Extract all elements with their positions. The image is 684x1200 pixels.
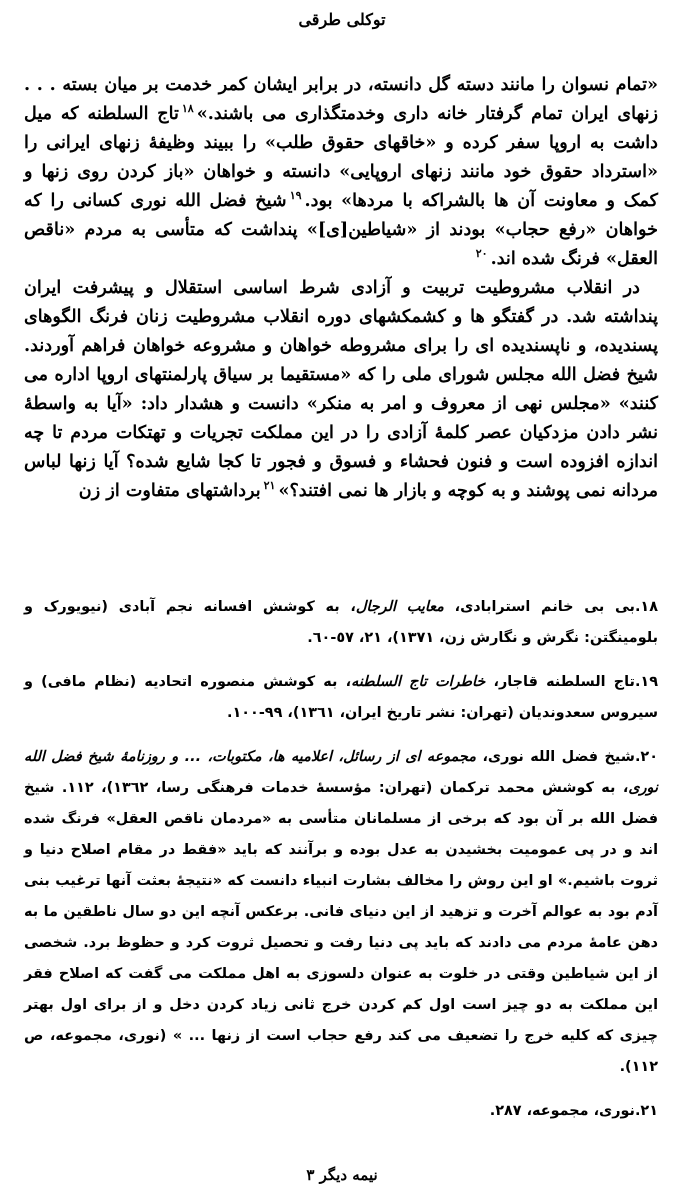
footnote-21 — [24, 1096, 658, 1127]
paragraph-1-part-2: تاج السلطنه که میل داشت به اروپا سفر کرده و «خاقهای حقوق طلب» را ببیند وظیفهٔ زنهای ایرانی را «استرداد حقوق خود مانند زنهای اروپایی» دانسته و خواهان «باز کردن روی زنها و کمک و معاونت آن ها بالشراکه با مردها» بود. — [24, 103, 658, 211]
paragraph-1 — [24, 70, 658, 273]
running-head: توکلی طرقی — [298, 10, 386, 29]
footnote-ref-18: ١٨ — [181, 102, 194, 116]
footnote-title: معایب الرجال — [355, 599, 444, 615]
footnote-19 — [24, 667, 658, 729]
footnote-text: شیخ فضل الله نوری، — [482, 749, 635, 765]
footnote-20 — [24, 742, 658, 1083]
footnote-ref-19: ١٩ — [289, 189, 302, 203]
main-text — [24, 70, 658, 505]
footnote-number: ١٨. — [634, 599, 658, 615]
paragraph-2-part-1: در انقلاب مشروطیت تربیت و آزادی شرط اساسی استقلال و پیشرفت ایران پنداشته شد. در گفتگو ها و کشمکشهای دوره انقلاب مشروطیت زنان فرنگ الگوهای پسندیده، و ناپسندیده ای را برای مشروطه خواهان و مشروعه خواهان فراهم آوردند. شیخ فضل الله مجلس شورای ملی را که «مستقیما بر سیاق پارلمنتهای اروپا اداره می کنند» «مجلس نهی از معروف و امر به منکر» دانست و هشدار داد: «آیا به واسطهٔ نشر دادن مزدکیان عصر کلمهٔ آزادی را در این مملکت تجریات و تهتکات مردم تا چه اندازه افزوده است و فنون فحشاء و فسوق و فجور تا کجا شایع شده؟ آیا زنها لباس مردانه نمی پوشند و به کوچه و بازار ها نمی افتند؟» — [24, 277, 658, 501]
footnote-text: نوری، مجموعه، ٢٨٧. — [489, 1103, 635, 1119]
footnote-ref-20: ٢٠ — [475, 247, 488, 261]
footnote-number: ٢١. — [634, 1103, 658, 1119]
footnote-18 — [24, 592, 658, 654]
footnote-title: مجموعه ای از رسائل، اعلامیه ها، مکتوبات، ... و روزنامهٔ شیخ فضل الله نوری — [24, 749, 658, 796]
footnote-number: ١٩. — [634, 674, 658, 690]
footnote-text: ، به کوشش محمد ترکمان (تهران: مؤسسهٔ خدمات فرهنگی رسا، ١٣٦٢)، ١١٢. شیخ فضل الله بر آن بود که برخی از مسلمانان متأسی به «مردمان ناقص العقل» فرنگ شده اند و در پی عمومیت بخشیدن به عدل بوده و برآنند که باید «فقط در مقام اصلاح دنیا و ثروت باشیم.» او این روش را مخالف بشارت انبیاء دانست که «نتیجهٔ بعثت آنها ترغیب بنی آدم بود به عوالم آخرت و تزهید از این دنیای فانی. برعکس آنچه این دو سال ناطقین ما به دهن عامهٔ مردم می دادند که باید پی دنیا رفت و تحصیل ثروت کرد و حظوظ برد. شخصی از این شیاطین وقتی در خلوت به عنوان دلسوزی به اهل مملکت می گفت که اصلاح فقر این مملکت به دو چیز است اول کم کردن خرج ثانی زیاد کردن دخل و از برای اول بهتر چیزی که کلیه خرج را تضعیف می کند رفع حجاب است از زنها ... » (نوری، مجموعه، ص ١١٢). — [24, 780, 658, 1075]
footnote-text: ، به کوشش افسانه نجم آبادی (نیویورک و بلومینگتن: نگرش و نگارش زن، ١٣٧١)، ٢١، ٥٧-٦٠. — [24, 599, 658, 646]
footnote-text: بی بی خانم استرابادی، — [454, 599, 635, 615]
paragraph-1-part-3: شیخ فضل الله نوری کسانی را که خواهان «رفع حجاب» بودند از «شیاطین[ی]» پنداشت که متأسی به مردم «ناقص العقل» فرنگ شده اند. — [24, 190, 658, 269]
paragraph-2-part-2: برداشتهای متفاوت از زن — [78, 480, 261, 501]
footnote-text: تاج السلطنه قاجار، — [493, 674, 635, 690]
paragraph-2 — [24, 273, 658, 505]
paragraph-1-part-1: «تمام نسوان را مانند دسته گل دانسته، در برابر ایشان کمر خدمت بر میان بسته . . . زنهای ایران تمام گرفتار خانه داری وخدمتگذاری می باشند.» — [24, 74, 658, 124]
footnote-ref-21: ٢١ — [263, 479, 276, 493]
footnote-text: ، به کوشش منصوره اتحادیه (نظام مافی) و سیروس سعدوندیان (تهران: نشر تاریخ ایران، ١٣٦١)، ٩٩-١٠٠. — [24, 674, 658, 721]
page-footer: نیمه دیگر ٣ — [306, 1166, 378, 1184]
footnote-number: ٢٠. — [634, 749, 658, 765]
footnote-title: خاطرات تاج السلطنه — [351, 674, 486, 690]
footnotes — [24, 592, 658, 1140]
